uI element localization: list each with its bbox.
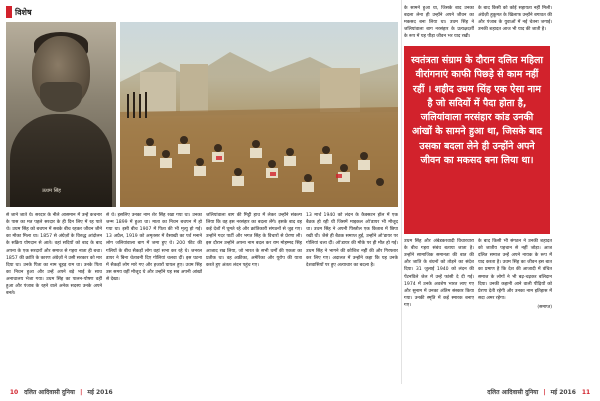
article-column-f: के बाद किसी को कोई सहायता नहीं मिली। अंग्रेज़ी हुकूमत के खिलाफ उन्होंने बगावत की और पंजाब के युवाओं में नई चेतना जगाई। उनकी शहादत आज भी याद की जाती है। xyxy=(478,6,552,33)
article-column-b: से थे। इसलिए उनका नाम शेर सिंह रखा गया था। उनका जन्म 1899 में हुआ था। माता का निधन बचपन में हो गया था। इसी बीच 1907 में पिता की भी मृत्यु हो गई। 13 अप्रैल, 1919 को अमृतसर में वैसाखी का पर्व मनाने लोग जलियांवाला बाग में जमा हुए थे। 200 फीट की गलियों के बीच सैकड़ों लोग वहां सभा कर रहे थे। जनरल डायर ने बिना चेतावनी दिए गोलियां चलवा दीं। इस घटना में सैकड़ों लोग मारे गए और हजारों घायल हुए। उधम सिंह उस समय वहीं मौजूद थे और उन्होंने यह सब अपनी आंखों से देखा। xyxy=(106,213,202,282)
page-number-right: 11 xyxy=(581,389,591,396)
page-gutter xyxy=(401,0,402,384)
article-end-mark: (समाप्त) xyxy=(537,304,552,310)
article-column-g: उधम सिंह और अंबेडकरवादी विचारधारा के बीच गहरा संबंध बताया जाता है। उन्होंने सामाजिक समानता की बात की और जाति के बंधनों को तोड़ने का संदेश दिया। 31 जुलाई 1940 को लंदन की पेंटनविले जेल में उन्हें फांसी दे दी गई। 1974 में उनके अवशेष भारत लाए गए और सुनाम में उनका अंतिम संस्कार किया गया। उनकी स्मृति में कई स्मारक बनाए गए। xyxy=(404,239,474,308)
portrait-coat xyxy=(10,114,112,207)
footer-separator-left: | xyxy=(80,389,83,396)
publication-title-right: दलित आदिवासी दुनिया xyxy=(487,389,539,396)
section-tag xyxy=(6,5,32,19)
page-number-left: 10 xyxy=(9,389,19,396)
issue-month-right: मई 2016 xyxy=(550,389,576,396)
page-footer xyxy=(0,384,600,401)
publication-title-left: दलित आदिवासी दुनिया xyxy=(24,389,75,396)
issue-month-left: मई 2016 xyxy=(87,389,113,396)
portrait-beard xyxy=(40,82,82,112)
footer-left xyxy=(6,387,113,398)
footer-right xyxy=(487,387,594,398)
portrait-photo xyxy=(6,22,116,207)
article-column-h xyxy=(478,238,552,378)
massacre-painting xyxy=(120,22,398,207)
article-column-c: जलियांवाला बाग की मिट्टी हाथ में लेकर उन्होंने संकल्प लिया कि वह इस नरसंहार का बदला लेंगे। इसके बाद वह कई देशों में घूमते रहे और क्रांतिकारी संगठनों से जुड़ गए। उन्होंने गदर पार्टी और भगत सिंह के विचारों से प्रेरणा ली। इस दौरान उन्होंने अपना नाम बदल कर राम मोहम्मद सिंह आजाद रख लिया, जो भारत के सभी धर्मों की एकता का प्रतीक था। वह अफ्रीका, अमेरिका और यूरोप की यात्रा करते हुए अंततः लंदन पहुंच गए। xyxy=(206,213,302,268)
article-column-d: 13 मार्च 1940 को लंदन के कैक्सटन हॉल में एक बैठक हो रही थी जिसमें माइकल ओ'डायर भी मौजूद था। उधम सिंह ने अपनी पिस्तौल एक किताब में छिपा रखी थी। जैसे ही बैठक समाप्त हुई, उन्होंने ओ'डायर पर गोलियां चला दीं। ओ'डायर की मौके पर ही मौत हो गई। उधम सिंह ने भागने की कोशिश नहीं की और गिरफ्तार कर लिए गए। अदालत में उन्होंने कहा कि यह उनके देशवासियों पर हुए अत्याचार का बदला है। xyxy=(306,213,398,268)
section-label: विशेष xyxy=(15,7,32,17)
footer-separator-right: | xyxy=(543,389,546,396)
article-column-a: से जाने जाते थे। सरदार के नीले आसमान में उन्हें कचनार के पास का मत पहले सरदार के ही दिन लिए में रह पाते थे। उधम सिंह को बचपन में सबके बीच रहकर जीवन जीने का मौका मिला था। 1857 से अंग्रेज़ों के विरुद्ध आंदोलन के सक्रिय योगदान से आते। वहां सदियों को बाद के बाद अपना के एक सरदारों और समाज से गहरा नाता ही बचा। 1857 की क्रांति के कारण अंग्रेज़ों ने उसी सरकार को मार दिया था। उनके पिता का नाम चूहड़ राम था। उनके पिता का निधन हुआ और उन्हें अपने बड़े भाई के साथ अनाथालय भेजा गया। उधम सिंह का पालन-पोषण वहीं हुआ और पंजाब के रहने वाले अनेक सदस्य उनके अपने बनते। xyxy=(6,213,102,297)
article-column-h-text: के बाद किसी भी संगठन ने उनकी शहादत को जातीय पहचान से नहीं जोड़ा। आज दलित समाज उन्हें अपने नायक के रूप में याद करता है। उधम सिंह का जीवन इस बात का प्रमाण है कि देश की आजादी में वंचित समाज के लोगों ने भी बढ़-चढ़कर बलिदान दिया। उनकी कहानी आने वाली पीढ़ियों को प्रेरणा देती रहेगी और उनका नाम इतिहास में सदा अमर रहेगा। xyxy=(478,239,552,301)
section-marker xyxy=(6,6,12,18)
painting-illustration xyxy=(120,22,398,207)
article-column-e: के सामने हुआ था, जिसके बाद उनका बदला लेना ही उन्होंने अपने जीवन का मकसद बना लिया था। उधम सिंह ने जलियांवाला बाग नरसंहार के प्रत्यक्षदर्शी के रूप में यह पीड़ा जीवन भर याद रखी। xyxy=(404,6,474,40)
pull-quote: स्वतंत्रता संग्राम के दौरान दलित महिला वीरांगनाएं काफी पिछड़े से काम नहीं रहीं । शहीद उधम सिंह एक ऐसा नाम है जो सदियों में पैदा होता है, जलियांवाला नरसंहार कांड उनकी आंखों के सामने हुआ था, जिसके बाद उसका बदला लेने ही उन्होंने अपने जीवन का मकसद बना लिया था। xyxy=(404,46,550,234)
portrait-caption: ऊधम सिंह xyxy=(42,188,61,194)
